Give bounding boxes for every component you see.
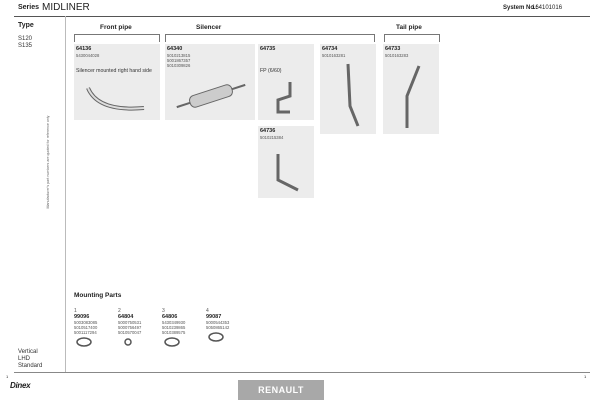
mount-ref: 5010239865 <box>162 325 186 330</box>
silencer-heading: Silencer <box>196 24 222 31</box>
type-item: S135 <box>18 43 33 49</box>
mount-ref: 5000750531 <box>118 320 142 325</box>
page-header <box>0 0 600 16</box>
part-card-64736[interactable] <box>258 126 314 198</box>
mount-code: 99096 <box>74 314 90 320</box>
mount-code: 64806 <box>162 314 178 320</box>
part-code: 64736 <box>260 128 276 134</box>
footer-divider <box>14 372 590 373</box>
lhd-label: LHD <box>18 356 31 362</box>
part-ref: 5430044028 <box>76 53 100 58</box>
tail-pipe-icon <box>268 78 308 118</box>
type-column <box>14 16 66 372</box>
part-ref: 5010215384 <box>260 135 284 140</box>
part-card-64735[interactable] <box>258 44 314 120</box>
mount-number: 3 <box>162 308 165 314</box>
reference-disclaimer: Manufacturer's part numbers are quoted for reference only <box>46 115 50 209</box>
mounting-part[interactable] <box>74 308 114 347</box>
part-code: 64136 <box>76 46 92 52</box>
part-code: 64735 <box>260 46 276 52</box>
part-card-64733[interactable] <box>383 44 439 134</box>
mount-code: 64804 <box>118 314 134 320</box>
mount-ref: 5010570047 <box>118 330 142 335</box>
clamp-icon <box>74 337 94 347</box>
mount-number: 4 <box>206 308 209 314</box>
part-card-64136[interactable] <box>74 44 160 120</box>
mount-ref: 5001117294 <box>74 330 97 335</box>
mount-ref: 5010389575 <box>162 330 186 335</box>
part-ref: 5010309826 <box>167 63 191 68</box>
mount-number: 1 <box>74 308 77 314</box>
clamp-icon <box>206 332 226 342</box>
part-code: 64734 <box>322 46 338 52</box>
mount-ref: 5003083085 <box>74 320 98 325</box>
part-ref: 5001867357 <box>167 58 191 63</box>
front-pipe-bracket <box>74 34 160 42</box>
mount-ref: 5050865142 <box>206 325 230 330</box>
front-pipe-icon <box>84 84 154 116</box>
silencer-icon <box>171 76 251 116</box>
dinex-logo: Dinex <box>10 381 31 390</box>
orientation-block <box>18 349 42 370</box>
mount-ref: 5000544353 <box>206 320 230 325</box>
mount-number: 2 <box>118 308 121 314</box>
page-number: 1 <box>584 374 587 379</box>
part-card-64340[interactable] <box>165 44 255 120</box>
system-number-value: 164101016 <box>532 5 563 11</box>
standard-label: Standard <box>18 363 43 369</box>
brand-badge: RENAULT <box>238 380 324 400</box>
system-number-label: System No.: <box>503 5 538 11</box>
part-note: FP (6/60) <box>260 68 282 74</box>
mounting-part[interactable] <box>118 308 158 347</box>
mount-code: 99087 <box>206 314 222 320</box>
part-ref: 5010163281 <box>322 53 346 58</box>
part-code: 64733 <box>385 46 401 52</box>
part-ref: 5010163283 <box>385 53 409 58</box>
part-note: Silencer mounted right hand side <box>76 68 152 74</box>
mount-ref: 5000756497 <box>118 325 142 330</box>
silencer-bracket <box>165 34 375 42</box>
mounting-part[interactable] <box>206 308 246 342</box>
front-pipe-heading: Front pipe <box>100 24 132 31</box>
type-item: S120 <box>18 36 33 42</box>
part-code: 64340 <box>167 46 183 52</box>
clamp-icon <box>162 337 182 347</box>
header-divider <box>14 16 590 17</box>
tail-pipe-icon <box>330 60 370 132</box>
part-ref: 5010213815 <box>167 53 191 58</box>
tail-pipe-heading: Tail pipe <box>396 24 422 31</box>
tail-pipe-icon <box>270 150 310 194</box>
mount-ref: 5010517400 <box>74 325 98 330</box>
type-heading: Type <box>18 22 34 29</box>
bolt-icon <box>118 337 138 347</box>
tail-pipe-icon <box>389 60 433 132</box>
mounting-parts-heading: Mounting Parts <box>74 292 122 299</box>
mount-ref: 5430349930 <box>162 320 186 325</box>
tail-pipe-bracket <box>384 34 440 42</box>
series-label: Series <box>18 4 40 11</box>
series-value: MIDLINER <box>42 2 90 13</box>
part-card-64734[interactable] <box>320 44 376 134</box>
mounting-part[interactable] <box>162 308 202 347</box>
vertical-label: Vertical <box>18 349 38 355</box>
page-number: 1 <box>6 374 9 379</box>
